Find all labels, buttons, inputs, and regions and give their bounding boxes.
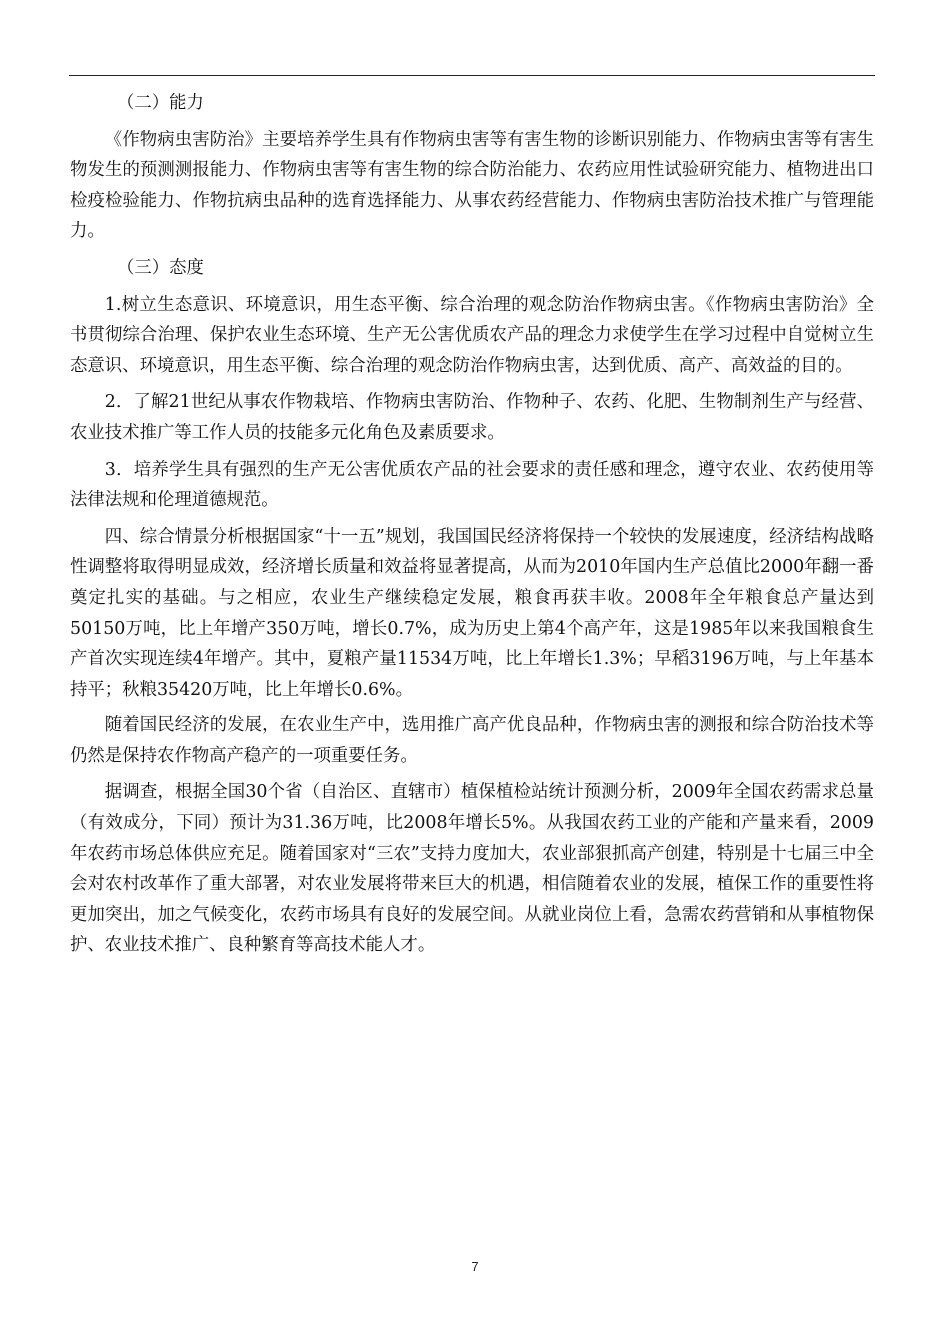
paragraph-attitude-1: 1.树立生态意识、环境意识，用生态平衡、综合治理的观念防治作物病虫害。《作物病虫害防治》全书贯彻综合治理、保护农业生态环境、生产无公害优质农产品的理念力求使学生在学习过程中自觉树立生态意识、环境意识，用生态平衡、综合治理的观念防治作物病虫害，达到优质、高产、高效益的目的。 — [70, 294, 874, 376]
section-heading-ability: （二）能力 — [116, 93, 204, 113]
document-body — [70, 88, 874, 967]
paragraph-situation-analysis: 四、综合情景分析根据国家“十一五”规划，我国国民经济将保持一个较快的发展速度，经济结构战略性调整将取得明显成效，经济增长质量和效益将显著提高，从而为2010年国内生产总值比2000年翻一番奠定扎实的基础。与之相应，农业生产继续稳定发展，粮食再获丰收。2008年全年粮食总产量达到50150万吨，比上年增产350万吨，增长0.7%，成为历史上第4个高产年，这是1985年以来我国粮食生产首次实现连续4年增产。其中，夏粮产量11534万吨，比上年增长1.3%；早稻3196万吨，与上年基本持平；秋粮35420万吨，比上年增长0.6%。 — [70, 526, 874, 700]
section-heading-attitude: （三）态度 — [116, 257, 204, 278]
paragraph-attitude-3: 3．培养学生具有强烈的生产无公害优质农产品的社会要求的责任感和理念，遵守农业、农药使用等法律法规和伦理道德规范。 — [70, 459, 874, 511]
paragraph-economic-development: 随着国民经济的发展，在农业生产中，选用推广高产优良品种，作物病虫害的测报和综合防治技术等仍然是保持农作物高产稳产的一项重要任务。 — [70, 715, 874, 766]
header-rule — [69, 75, 875, 76]
paragraph-ability: 《作物病虫害防治》主要培养学生具有作物病虫害等有害生物的诊断识别能力、作物病虫害等有害生物发生的预测测报能力、作物病虫害等有害生物的综合防治能力、农药应用性试验研究能力、植物进出口检疫检验能力、作物抗病虫品种的选育选择能力、从事农药经营能力、作物病虫害防治技术推广与管理能力。 — [70, 129, 874, 242]
page-number: 7 — [471, 1259, 479, 1274]
paragraph-pesticide-survey: 据调查，根据全国30个省（自治区、直辖市）植保植检站统计预测分析，2009年全国农药需求总量（有效成分，下同）预计为31.36万吨，比2008年增长5%。从我国农药工业的产能和产量来看，2009年农药市场总体供应充足。随着国家对“三农”支持力度加大，农业部狠抓高产创建，特别是十七届三中全会对农村改革作了重大部署，对农业发展将带来巨大的机遇，相信随着农业的发展，植保工作的重要性将更加突出，加之气候变化，农药市场具有良好的发展空间。从就业岗位上看，急需农药营销和从事植物保护、农业技术推广、良种繁育等高技术能人才。 — [70, 782, 874, 956]
paragraph-attitude-2: 2．了解21世纪从事农作物栽培、作物病虫害防治、作物种子、农药、化肥、生物制剂生产与经营、农业技术推广等工作人员的技能多元化角色及素质要求。 — [70, 392, 874, 443]
